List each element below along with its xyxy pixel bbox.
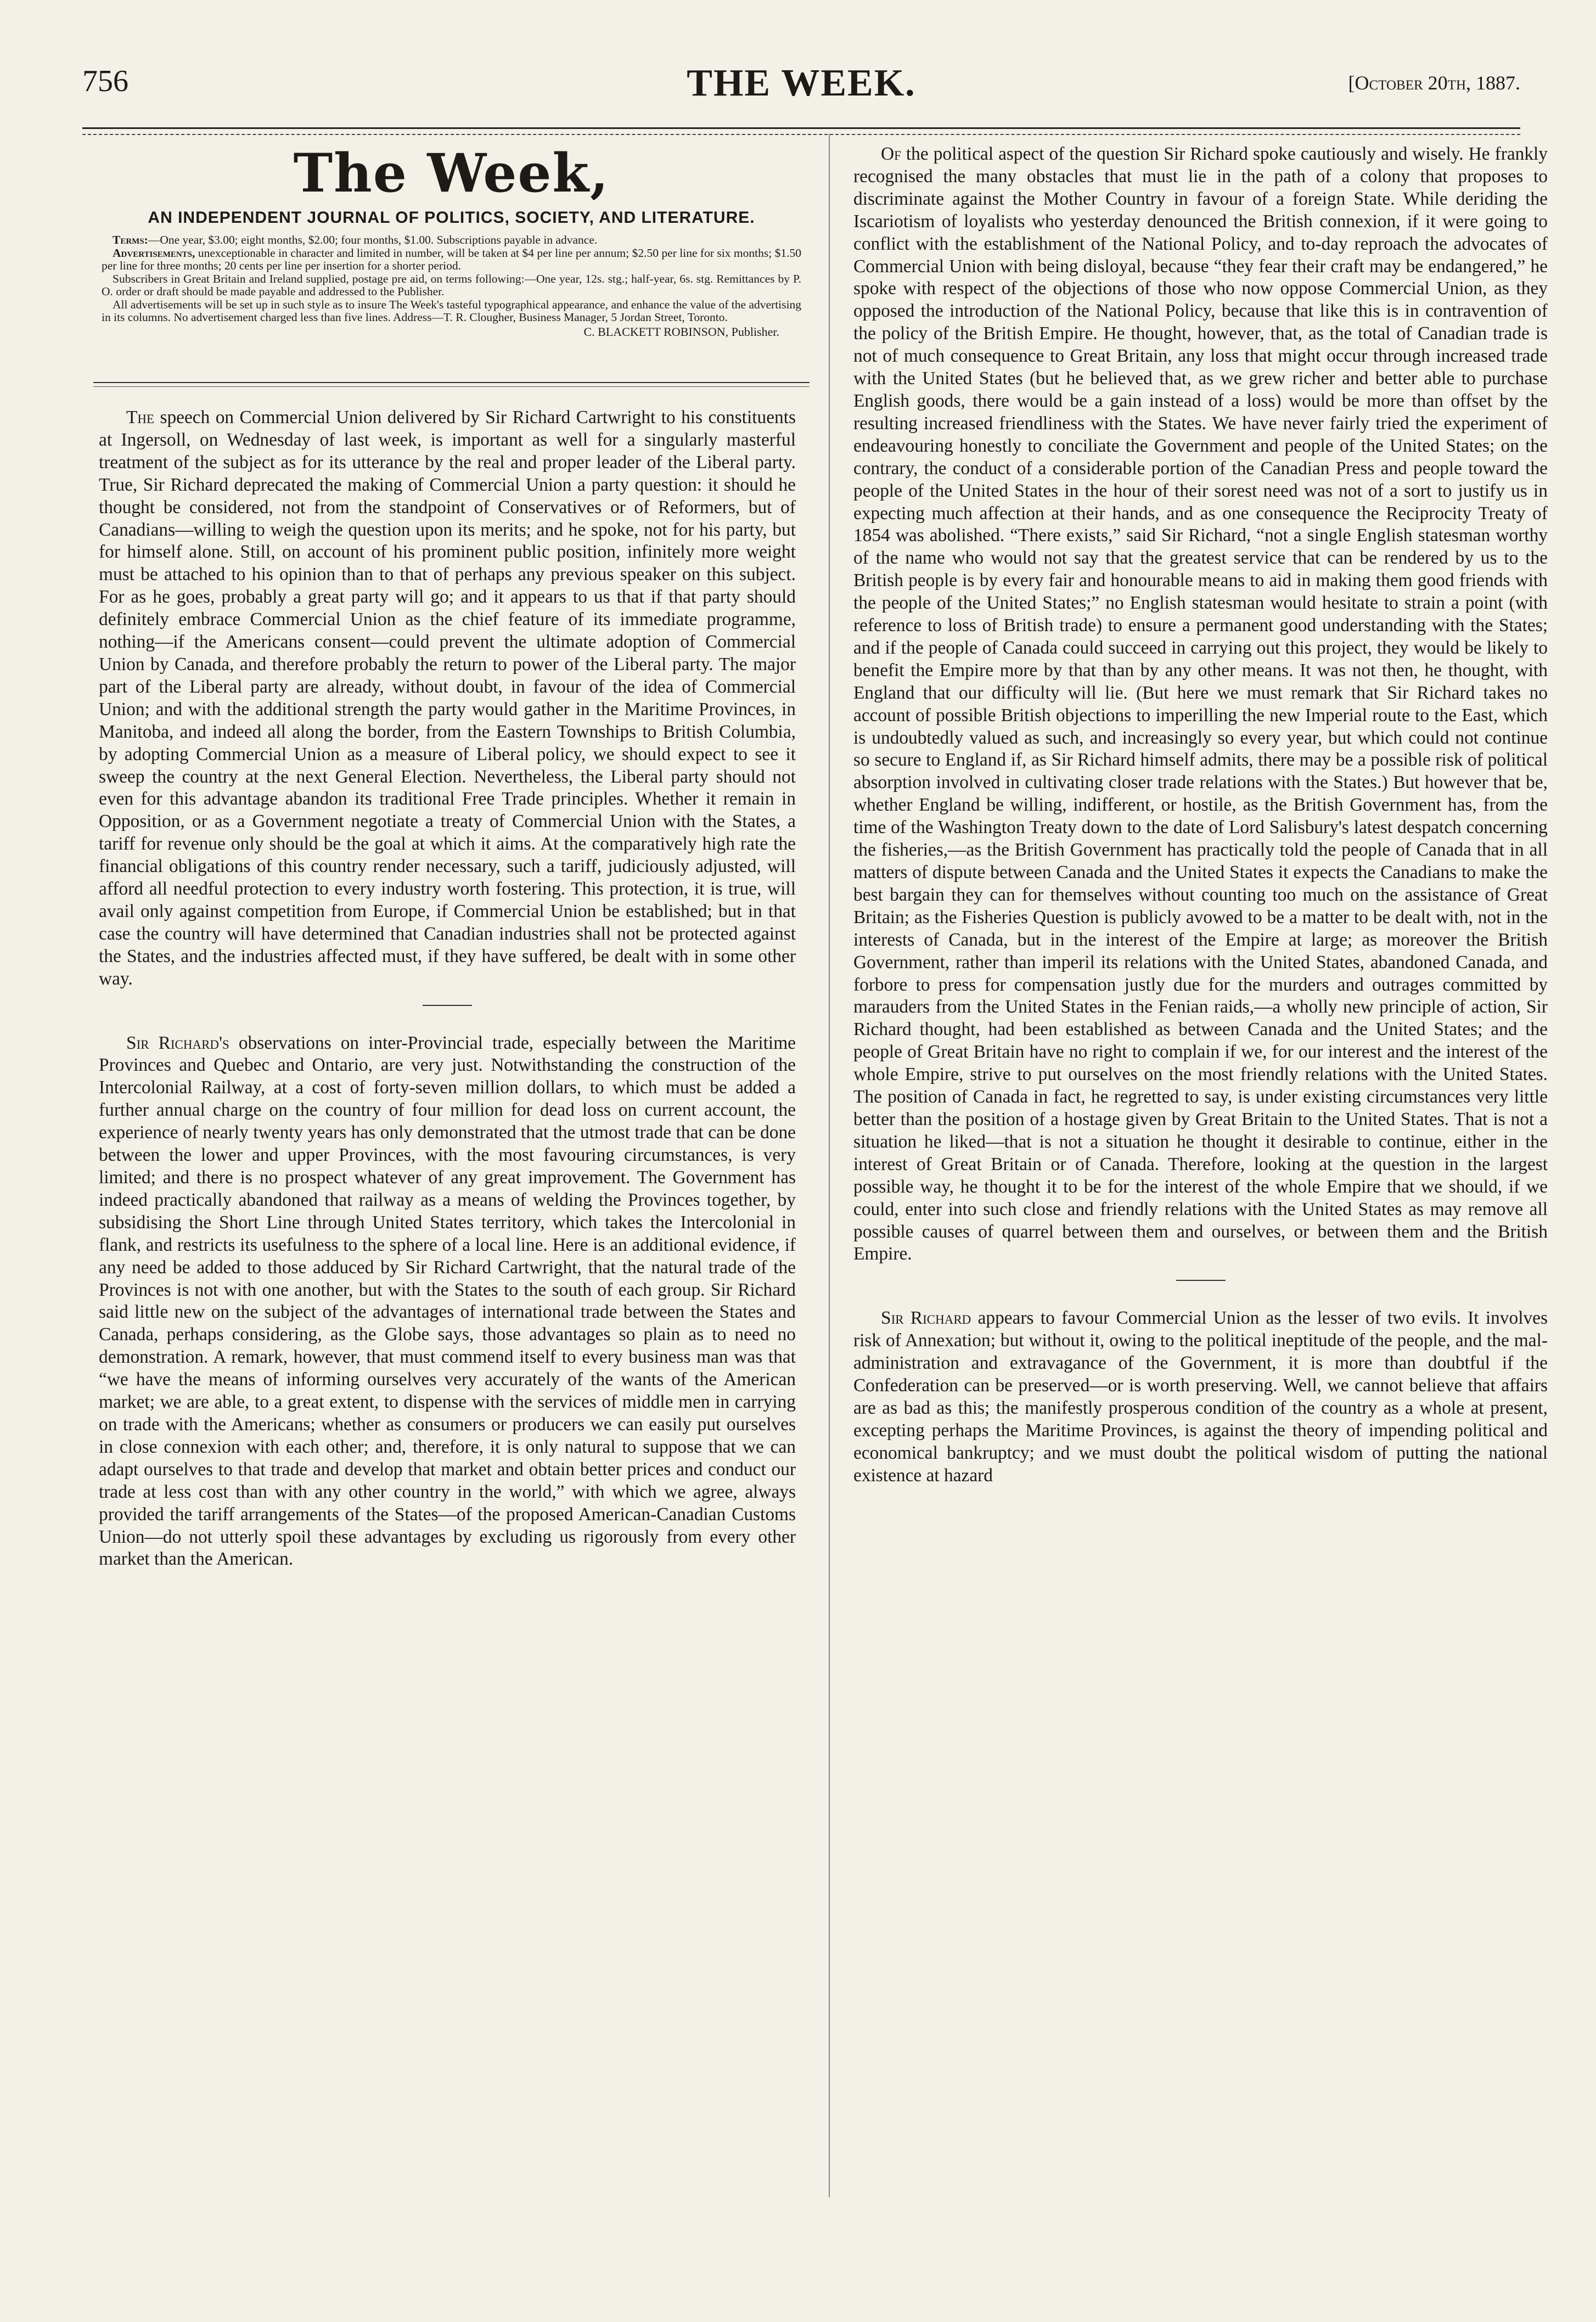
- paragraph-text: appears to favour Commercial Union as the lesser of two evils. It involves risk of Annexation; but without it, owing to the political ineptitude of the people, and the mal-administration and extravagance of the Government, it is more than doubtful if the Confederation can be preserved—or is worth preserving. Well, we cannot believe that affairs are as bad as this; the manifestly prosperous condition of the country as a whole at present, excepting perhaps the Maritime Provinces, is against the theory of impending political and economical bankruptcy; and we must doubt the political wisdom of putting the national existence at hazard: [853, 1308, 1548, 1486]
- advertisements-text: unexceptionable in character and limited in number, will be taken at $4 per line per annum; $2.50 per line for six months; $1.50 per line for three months; 20 cents per line per insertion for a shorter period.: [102, 246, 801, 272]
- terms-paragraph: [102, 234, 801, 246]
- header-rule: [82, 127, 1520, 129]
- advertisements-lead: Advertisements,: [113, 246, 195, 260]
- paragraph-text: the political aspect of the question Sir Richard spoke cautiously and wisely. He frankly recognised the many obstacles that must lie in the path of a colony that proposes to discriminate against the Mother Country in favour of a foreign State. While deriding the Iscariotism of loyalists who yesterday denounced the British connexion, if it were going to conflict with the establishment of the National Policy, and to-day reproach the advocates of Commercial Union with being disloyal, because “they fear their craft may be endangered,” he spoke with respect of the objections of those who now oppose Commercial Union, as they opposed the introduction of the National Policy, because that like this is in contravention of the policy of the British Empire. He thought, however, that, as the total of Canadian trade is not of much consequence to Great Britain, any loss that might occur through increased trade with the United States (but he believed that, as we grew richer and better able to purchase English goods, there would be a gain instead of a loss) would be more than offset by the resulting increased friendliness with the States. We have never fairly tried the experiment of endeavouring honestly to conciliate the Government and people of the United States; on the contrary, the conduct of a considerable portion of the Canadian Press and people toward the people of the United States in the hour of their sorest need was not of a sort to justify us in expecting much affection at their hands, and as one consequence the Reciprocity Treaty of 1854 was abolished. “There exists,” said Sir Richard, “not a single English statesman worthy of the name who would not say that the greatest service that can be rendered by us to the British people is by every fair and honourable means to aid in making them good friends with the people of the United States;” no English statesman would hesitate to strain a point (with reference to loss of British trade) to ensure a permanent good understanding with the States; and if the people of Canada could succeed in carrying out this project, they would be likely to benefit the Empire more by that than by any other means. It was not then, he thought, with England that our difficulty will lie. (But here we must remark that Sir Richard takes no account of possible British objections to imperilling the new Imperial route to the East, which is undoubtedly valued as such, and increasingly so every year, but which could not continue so secure to England if, as Sir Richard himself admits, there may be a possible risk of political absorption involved in cultivating closer trade relations with the States.) But however that be, whether England be willing, indifferent, or hostile, as the British Government has, from the time of the Washington Treaty down to the date of Lord Salisbury's latest despatch concerning the fisheries,—as the British Government has practically told the people of Canada that in all matters of dispute between Canada and the United States it expects the Canadians to make the best bargain they can for themselves without counting too much on the assistance of Great Britain; as the Fisheries Question is publicly avowed to be a matter to be dealt with, not in the interests of Canada, but in the interest of the Empire at large; as moreover the British Government, rather than imperil its relations with the United States, abandoned Canada, and forbore to press for compensation justly due for the murders and outrages committed by marauders from the United States in the Fenian raids,—a wholly new principle of action, Sir Richard thought, had been established as between Canada and the United States; and the people of Great Britain have no right to complain if we, for our interest and the interest of the whole Empire, strive to put ourselves on the most friendly relations with the United States. The position of Canada in fact, he regretted to say, is under existing circumstances very little better than the position of a hostage given by Great Britain to the United States. That is not a situation he liked—that is not a situation he thought it desirable to continue, either in the interest of Great Britain or of Canada. Therefore, looking at the question in the largest possible way, he thought it to be for the interest of the whole Empire that we should, if we could, enter into such close and friendly relations with the United States as may remove all possible causes of quarrel between them and ourselves, or between them and the British Empire.: [853, 144, 1548, 1264]
- ads-style-paragraph: All advertisements will be set up in such style as to insure The Week's tasteful typographical appearance, and enhance the value of the advertising in its columns. No advertisement charged less than five lines. Address—T. R. Clougher, Business Manager, 5 Jordan Street, Toronto.: [102, 298, 801, 324]
- header-rule-dashed: [82, 134, 1520, 135]
- article-paragraph: [99, 407, 796, 991]
- subscription-terms: [102, 234, 801, 324]
- paper-subtitle: AN INDEPENDENT JOURNAL OF POLITICS, SOCIETY, AND LITERATURE.: [148, 209, 755, 227]
- paragraph-lead: Of: [881, 144, 901, 164]
- paragraph-text: speech on Commercial Union delivered by Sir Richard Cartwright to his constituents at Ingersoll, on Wednesday of last week, is important as well for a singularly masterful treatment of the subject as for its utterance by the real and proper leader of the Liberal party. True, Sir Richard deprecated the making of Commercial Union a party question: it should he thought be considered, not from the standpoint of Conservatives or of Reformers, but of Canadians—willing to weigh the question upon its merits; and he spoke, not for his party, but for himself alone. Still, on account of his prominent public position, infinitely more weight must be attached to his opinion than to that of perhaps any previous speaker on this subject. For as he goes, probably a great party will go; and it appears to us that if that party should definitely embrace Commercial Union as the chief feature of its immediate programme, nothing—if the Americans consent—could prevent the ultimate adoption of Commercial Union by Canada, and therefore probably the return to power of the Liberal party. The major part of the Liberal party are already, without doubt, in favour of the idea of Commercial Union; and with the additional strength the party would gather in the Maritime Provinces, in Manitoba, and indeed all along the border, from the Eastern Townships to British Columbia, by adopting Commercial Union as a measure of Liberal policy, we should expect to see it sweep the country at the next General Election. Nevertheless, the Liberal party should not even for this advantage abandon its traditional Free Trade principles. Whether it remain in Opposition, or as a Government negotiate a treaty of Commercial Union with the States, a tariff for revenue only should be the goal at which it aims. At the comparatively high rate the financial obligations of this country render necessary, such a tariff, judiciously adjusted, will afford all needful protection to every industry worth fostering. This protection, it is true, will avail only against competition from Europe, if Commercial Union be established; but in that case the country will have determined that Canadian industries shall not be protected against the States, and the industries affected must, if they have suffered, be dealt with in some other way.: [99, 407, 796, 989]
- paragraph-text: observations on inter-Provincial trade, especially between the Maritime Provinces and Quebec and Ontario, are very just. Notwithstanding the construction of the Intercolonial Railway, at a cost of forty-seven million dollars, to which must be added a further annual charge on the country of four million for dead loss on current account, the experience of nearly twenty years has only demonstrated that the utmost trade that can be done between the lower and upper Provinces, with the most favouring circumstances, is very limited; and there is no prospect whatever of any great improvement. The Government has indeed practically abandoned that railway as a means of welding the Provinces together, by subsidising the Short Line through United States territory, which takes the Intercolonial in flank, and restricts its usefulness to the sphere of a local line. Here is an additional evidence, if any need be added to those adduced by Sir Richard Cartwright, that the natural trade of the Provinces is not with one another, but with the States to the south of each group. Sir Richard said little new on the subject of the advantages of international trade between the States and Canada, perhaps considering, as the Globe says, those advantages so plain as to need no demonstration. A remark, however, that must commend itself to every business man was that “we have the means of informing ourselves very accurately of the wants of the American market; we are able, to a great extent, to dispense with the services of middle men in carrying on trade with the Americans; whether as consumers or producers we can easily put ourselves in close connexion with each other; and, therefore, it is only natural to suppose that we can adapt ourselves to that trade and develop that market and obtain better prices and conduct our trade at less cost than with any other country in the world,” with which we agree, always provided the tariff arrangements of the States—of the proposed American-Canadian Customs Union—do not utterly spoil these advantages by excluding us rigorously from every other market than the American.: [99, 1032, 796, 1570]
- publisher-line: C. BLACKETT ROBINSON, Publisher.: [583, 325, 779, 339]
- terms-text: —One year, $3.00; eight months, $2.00; four months, $1.00. Subscriptions payable in advance.: [148, 233, 598, 246]
- paragraph-lead: Sir Richard's: [126, 1032, 229, 1053]
- left-column: [99, 407, 796, 1571]
- terms-lead: Terms:: [113, 233, 148, 246]
- issue-date: [October 20th, 1887.: [1348, 72, 1520, 94]
- article-paragraph: [99, 1032, 796, 1571]
- masthead-rule: [93, 382, 810, 383]
- page-number: 756: [82, 64, 128, 98]
- column-divider: [829, 134, 830, 2197]
- section-separator: [1176, 1280, 1226, 1281]
- subscribers-paragraph: Subscribers in Great Britain and Ireland supplied, postage pre aid, on terms following:—One year, 12s. stg.; half-year, 6s. stg. Remittances by P. O. order or draft should be made payable and addressed to the Publisher.: [102, 272, 801, 298]
- paper-title: The Week,: [293, 142, 610, 204]
- article-paragraph: [853, 1307, 1548, 1487]
- paragraph-lead: Sir Richard: [881, 1308, 971, 1329]
- advertisements-paragraph: [102, 247, 801, 272]
- masthead-rule-thin: [93, 386, 810, 387]
- masthead-box: [102, 142, 801, 376]
- section-separator: [423, 1005, 472, 1006]
- article-paragraph: [853, 143, 1548, 1266]
- paragraph-lead: The: [126, 407, 155, 428]
- running-header: [82, 61, 1520, 111]
- running-masthead: THE WEEK.: [687, 62, 916, 104]
- right-column: [853, 143, 1548, 1487]
